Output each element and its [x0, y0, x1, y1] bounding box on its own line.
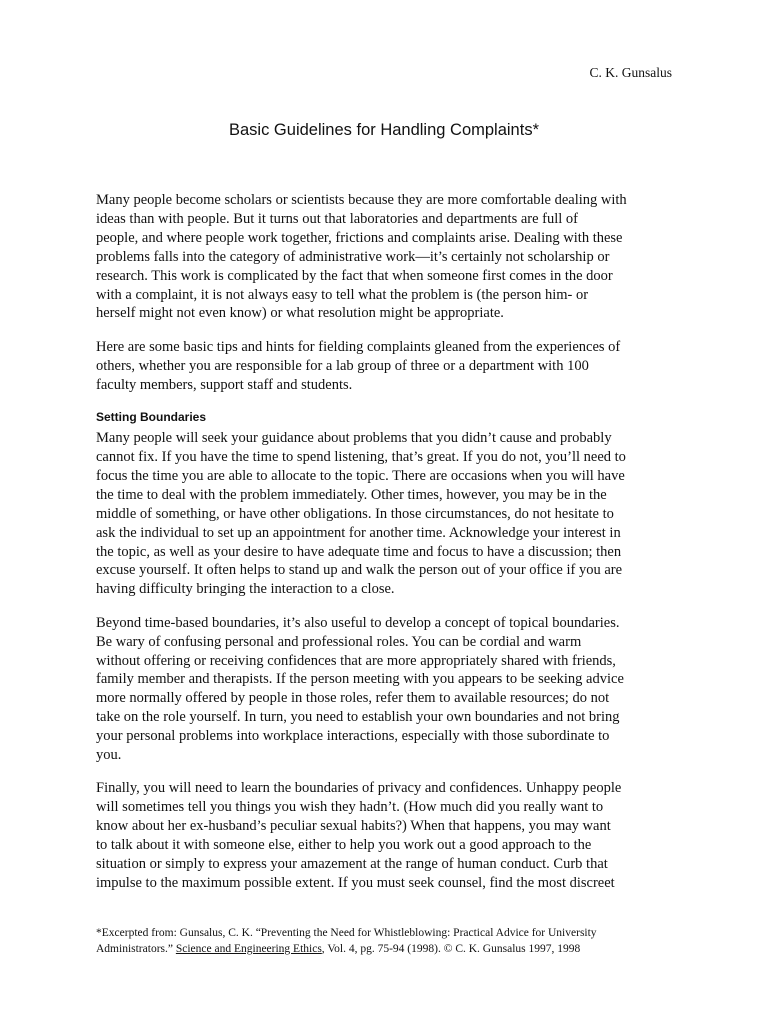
text-line: without offering or receiving confidences that are more appropriately shared with friends, — [96, 652, 616, 669]
paragraph — [96, 779, 672, 892]
paragraph — [96, 429, 672, 599]
text-line: Many people become scholars or scientists because they are more comfortable dealing with — [96, 192, 627, 208]
footnote-citation-prefix: Administrators.” — [96, 943, 176, 955]
text-line: people, and where people work together, frictions and complaints arise. Dealing with these — [96, 229, 623, 246]
document-page — [96, 0, 672, 1024]
text-line: Finally, you will need to learn the boundaries of privacy and confidences. Unhappy people — [96, 780, 622, 797]
text-line: know about her ex-husband’s peculiar sexual habits?) When that happens, you may want — [96, 818, 611, 835]
text-line: you. — [96, 747, 122, 764]
paragraph — [96, 614, 672, 765]
text-line: the time to deal with the problem immediately. Other times, however, you may be in the — [96, 486, 607, 503]
text-line: your personal problems into workplace interactions, especially with those subordinate to — [96, 728, 610, 745]
text-line: more normally offered by people in those roles, refer them to available resources; do not — [96, 690, 610, 707]
text-line: ask the individual to set up an appointment for another time. Acknowledge your interest in — [96, 524, 621, 541]
text-line: the topic, as well as your desire to have adequate time and focus to have a discussion; then — [96, 543, 622, 560]
text-line: with a complaint, it is not always easy to tell what the problem is (the person him- or — [96, 286, 589, 303]
setting-boundaries-section — [96, 429, 672, 893]
intro-section — [96, 191, 672, 395]
section-heading: Setting Boundaries — [96, 410, 207, 425]
text-line: others, whether you are responsible for a lab group of three or a department with 100 — [96, 357, 589, 374]
text-line: Beyond time-based boundaries, it’s also useful to develop a concept of topical boundaries. — [96, 614, 620, 631]
text-line: cannot fix. If you have the time to spend listening, that’s great. If you do not, you’ll need to — [96, 448, 626, 465]
text-line: faculty members, support staff and students. — [96, 376, 353, 393]
text-line: focus the time you are able to allocate to the topic. There are occasions when you will have — [96, 467, 625, 484]
text-line: excuse yourself. It often helps to stand up and walk the person out of your office if you are — [96, 562, 623, 579]
footnote-line-2 — [96, 941, 672, 957]
journal-title: Science and Engineering Ethics — [175, 943, 322, 955]
author-name: C. K. Gunsalus — [589, 65, 672, 80]
footnote-citation-suffix: , Vol. 4, pg. 75-94 (1998). © C. K. Gunsalus 1997, 1998 — [321, 943, 581, 955]
text-line: middle of something, or have other obligations. In those circumstances, do not hesitate to — [96, 505, 614, 522]
paragraph — [96, 338, 672, 395]
text-line: will sometimes tell you things you wish they hadn’t. (How much did you really want to — [96, 799, 604, 816]
text-line: family member and therapists. If the person meeting with you appears to be seeking advice — [96, 671, 624, 688]
document-title: Basic Guidelines for Handling Complaints* — [229, 121, 539, 139]
text-line: to talk about it with someone else, either to help you work out a good approach to the — [96, 837, 592, 854]
text-line: Many people will seek your guidance about problems that you didn’t cause and probably — [96, 430, 612, 447]
document-body — [96, 191, 672, 907]
text-line: problems falls into the category of administrative work—it’s certainly not scholarship or — [96, 248, 610, 265]
footnote — [96, 925, 672, 957]
text-line: research. This work is complicated by the fact that when someone first comes in the door — [96, 267, 613, 284]
footnote-line-1: *Excerpted from: Gunsalus, C. K. “Preventing the Need for Whistleblowing: Practical Advice for University — [96, 927, 597, 939]
text-line: situation or simply to express your amazement at the range of human conduct. Curb that — [96, 856, 608, 873]
paragraph — [96, 191, 672, 323]
text-line: Be wary of confusing personal and professional roles. You can be cordial and warm — [96, 633, 582, 650]
text-line: impulse to the maximum possible extent. If you must seek counsel, find the most discreet — [96, 875, 615, 891]
text-line: having difficulty bringing the interaction to a close. — [96, 581, 395, 598]
text-line: herself might not even know) or what resolution might be appropriate. — [96, 305, 504, 322]
text-line: take on the role yourself. In turn, you need to establish your own boundaries and not bring — [96, 709, 620, 726]
text-line: Here are some basic tips and hints for fielding complaints gleaned from the experiences of — [96, 338, 621, 355]
text-line: ideas than with people. But it turns out that laboratories and departments are full of — [96, 210, 578, 227]
